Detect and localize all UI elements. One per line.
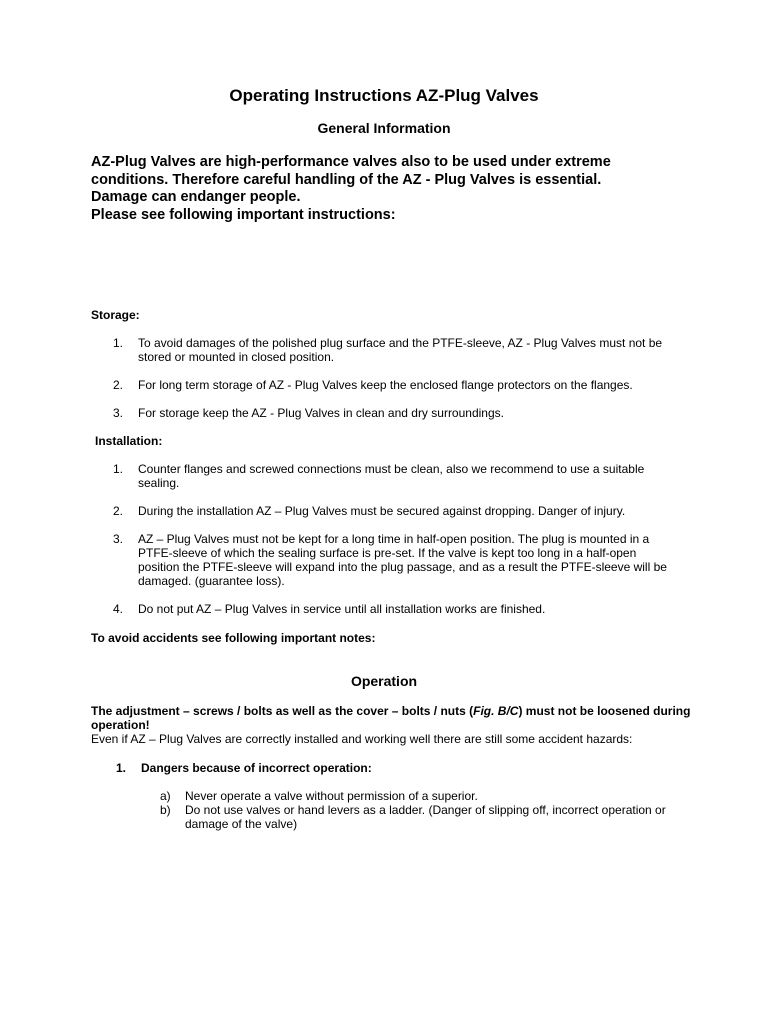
list-number: 1. [116,761,127,775]
list-item [113,462,673,490]
intro-line: Please see following important instructions: [91,206,396,223]
list-number: 1. [113,462,124,476]
sub-list-letter: b) [160,803,171,817]
sub-list-item [160,803,680,831]
list-number: 2. [113,378,124,392]
warning-text: ) must not be loosened during operation! [91,704,691,732]
list-text: During the installation AZ – Plug Valves must be secured against dropping. Danger of injury. [138,504,626,518]
list-text: To avoid damages of the polished plug surface and the PTFE-sleeve, AZ - Plug Valves must not be stored or mounted in closed position. [138,336,663,364]
intro-line: Damage can endanger people. [91,189,301,205]
figure-reference: Fig. B/C [473,704,519,718]
operation-warning [91,704,691,746]
installation-heading: Installation: [95,434,163,448]
list-text: For long term storage of AZ - Plug Valves keep the enclosed flange protectors on the flanges. [138,378,633,392]
list-item [113,336,673,364]
list-item [113,504,673,518]
warning-text: The adjustment – screws / bolts as well as the cover – bolts / nuts ( [91,704,474,718]
list-text: Counter flanges and screwed connections must be clean, also we recommend to use a suitable sealing. [138,462,645,490]
intro-line: AZ-Plug Valves are high-performance valves also to be used under extreme [91,154,611,170]
section-title-general-information: General Information [317,120,451,136]
document-title: Operating Instructions AZ-Plug Valves [229,86,539,105]
list-text: For storage keep the AZ - Plug Valves in clean and dry surroundings. [138,406,504,420]
list-text: AZ – Plug Valves must not be kept for a long time in half-open position. The plug is mounted in a PTFE-sleeve of which the sealing surface is pre-set. If the valve is kept too long in a half-open position the PTFE-sleeve will expand into the plug passage, and as a result the PTFE-sleeve will be damaged. (guarantee loss). [138,532,667,588]
section-title-operation: Operation [350,673,418,689]
list-item [113,602,673,616]
sub-list-text: Never operate a valve without permission of a superior. [185,789,478,803]
list-number: 3. [113,406,124,420]
list-item [113,378,673,392]
list-item [113,532,673,588]
storage-heading: Storage: [91,308,140,322]
accidents-note: To avoid accidents see following important notes: [91,631,376,645]
list-number: 3. [113,532,124,546]
dangers-heading [116,761,372,775]
intro-paragraph [91,154,691,224]
list-number: 2. [113,504,124,518]
list-number: 1. [113,336,124,350]
list-number: 4. [113,602,124,616]
sub-list-item [160,789,680,803]
intro-line: conditions. Therefore careful handling of the AZ - Plug Valves is essential. [91,171,602,188]
sub-list-text: Do not use valves or hand levers as a ladder. (Danger of slipping off, incorrect operation or damage of the valve) [185,803,666,831]
dangers-heading-text: Dangers because of incorrect operation: [141,761,372,775]
sub-list-letter: a) [160,789,171,803]
hazard-text: Even if AZ – Plug Valves are correctly installed and working well there are still some accident hazards: [91,732,633,746]
list-item [113,406,673,420]
list-text: Do not put AZ – Plug Valves in service until all installation works are finished. [138,602,546,616]
